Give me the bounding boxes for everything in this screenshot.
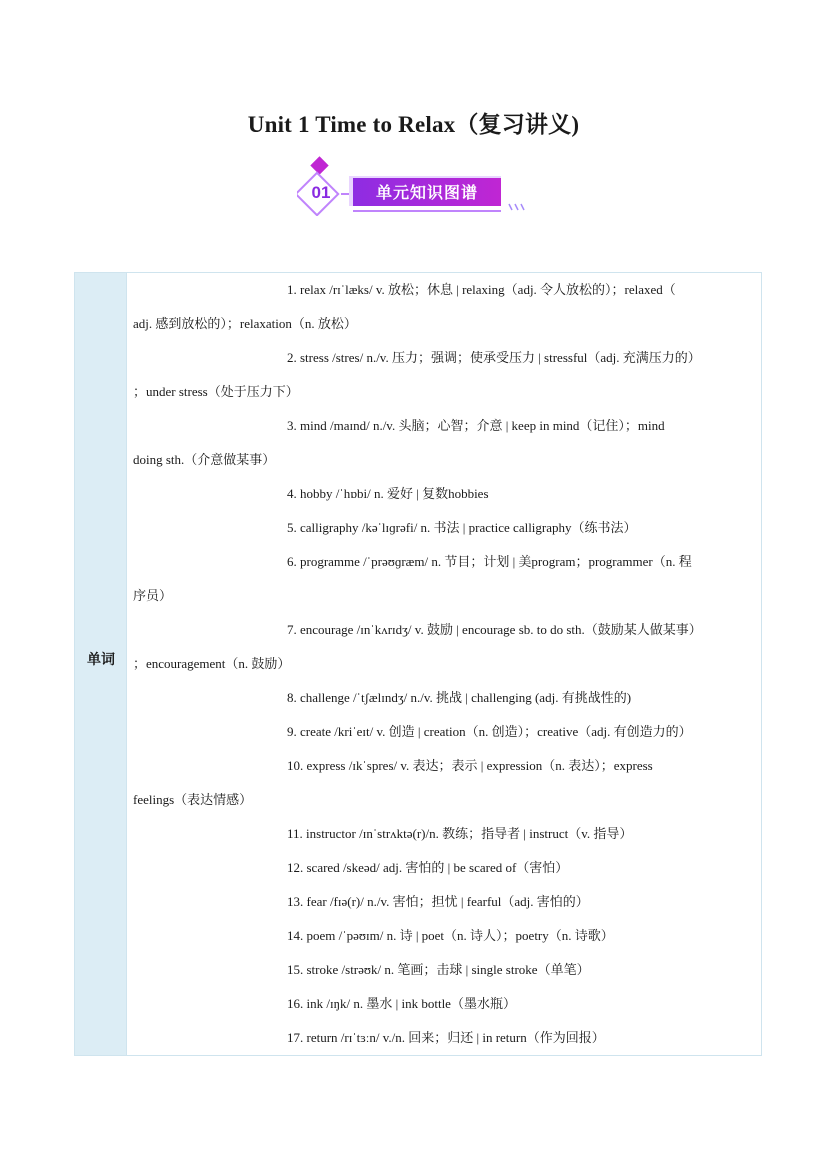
- vocab-entry-continuation: doing sth.（介意做某事）: [133, 452, 276, 467]
- vocab-entry: [133, 545, 759, 613]
- vocab-entry: [133, 817, 759, 851]
- vocab-entry-text: 14. poem /ˈpəʊɪm/ n. 诗 | poet（n. 诗人）；poetry（n. 诗歌）: [287, 928, 614, 943]
- vocab-entry-continuation: 序员）: [133, 588, 173, 603]
- vocab-entry: [133, 613, 759, 681]
- vocab-entry-continuation: adj. 感到放松的）；relaxation（n. 放松）: [133, 316, 357, 331]
- row-header-cell: [75, 273, 127, 1055]
- vocab-entry-text: 13. fear /fɪə(r)/ n./v. 害怕；担忧 | fearful（adj. 害怕的）: [287, 894, 589, 909]
- vocab-entry-continuation: feelings（表达情感）: [133, 792, 253, 807]
- vocab-entry: [133, 749, 759, 817]
- page-title: Unit 1 Time to Relax（复习讲义): [247, 112, 580, 137]
- vocab-entry-text: 15. stroke /strəʊk/ n. 笔画；击球 | single stroke（单笔）: [287, 962, 590, 977]
- vocab-entry-text: 10. express /ɪkˈspres/ v. 表达；表示 | expression（n. 表达）；express: [287, 758, 653, 773]
- vocab-entry-text: 4. hobby /ˈhɒbi/ n. 爱好 | 复数hobbies: [287, 486, 489, 501]
- vocab-entry: [133, 1021, 759, 1055]
- vocab-entry-text: 16. ink /ɪŋk/ n. 墨水 | ink bottle（墨水瓶）: [287, 996, 516, 1011]
- vocab-entry-continuation: ；under stress（处于压力下）: [133, 384, 299, 399]
- vocab-entry-text: 8. challenge /ˈtʃælɪndʒ/ n./v. 挑战 | challenging (adj. 有挑战性的): [287, 690, 632, 705]
- vocab-entry-text: 12. scared /skeəd/ adj. 害怕的 | be scared of（害怕）: [287, 860, 569, 875]
- vocab-entry: [133, 953, 759, 987]
- vocab-entry: [133, 715, 759, 749]
- vocab-entry: [133, 511, 759, 545]
- vocab-entry: [133, 273, 759, 341]
- vocab-entry-text: 6. programme /ˈprəʊɡræm/ n. 节目；计划 | 美program；programmer（n. 程: [287, 554, 692, 569]
- vocab-entry: [133, 681, 759, 715]
- vocab-entry: [133, 919, 759, 953]
- vocab-entry-text: 17. return /rɪˈtɜːn/ v./n. 回来；归还 | in return（作为回报）: [287, 1030, 605, 1045]
- vocab-entry: [133, 477, 759, 511]
- vocab-entry-text: 5. calligraphy /kəˈlɪɡrəfi/ n. 书法 | practice calligraphy（练书法）: [287, 520, 637, 535]
- vocabulary-list: [133, 273, 759, 1055]
- vocab-entry: [133, 987, 759, 1021]
- vocab-entry-continuation: ；encouragement（n. 鼓励）: [133, 656, 291, 671]
- vocab-entry: [133, 341, 759, 409]
- row-header-label: 单词: [87, 652, 115, 668]
- vocabulary-table: [74, 272, 762, 1056]
- vocab-entry-text: 2. stress /stres/ n./v. 压力；强调；使承受压力 | stressful（adj. 充满压力的）: [287, 350, 701, 365]
- vocab-entry: [133, 851, 759, 885]
- vocab-entry: [133, 885, 759, 919]
- vocab-entry-text: 7. encourage /ɪnˈkʌrɪdʒ/ v. 鼓励 | encourage sb. to do sth.（鼓励某人做某事）: [287, 622, 702, 637]
- vocab-entry: [133, 409, 759, 477]
- vocab-entry-text: 11. instructor /ɪnˈstrʌktə(r)/n. 教练；指导者 | instruct（v. 指导）: [287, 826, 633, 841]
- vocab-entry-text: 9. create /kriˈeɪt/ v. 创造 | creation（n. 创造）；creative（adj. 有创造力的）: [287, 724, 692, 739]
- section-badge: [297, 156, 532, 216]
- section-number: 01: [311, 183, 331, 202]
- vocab-entry-text: 3. mind /maɪnd/ n./v. 头脑；心智；介意 | keep in mind（记住）；mind: [287, 418, 665, 433]
- section-label: 单元知识图谱: [375, 183, 478, 202]
- vocab-entry-text: 1. relax /rɪˈlæks/ v. 放松；休息 | relaxing（adj. 令人放松的）；relaxed（: [287, 282, 676, 297]
